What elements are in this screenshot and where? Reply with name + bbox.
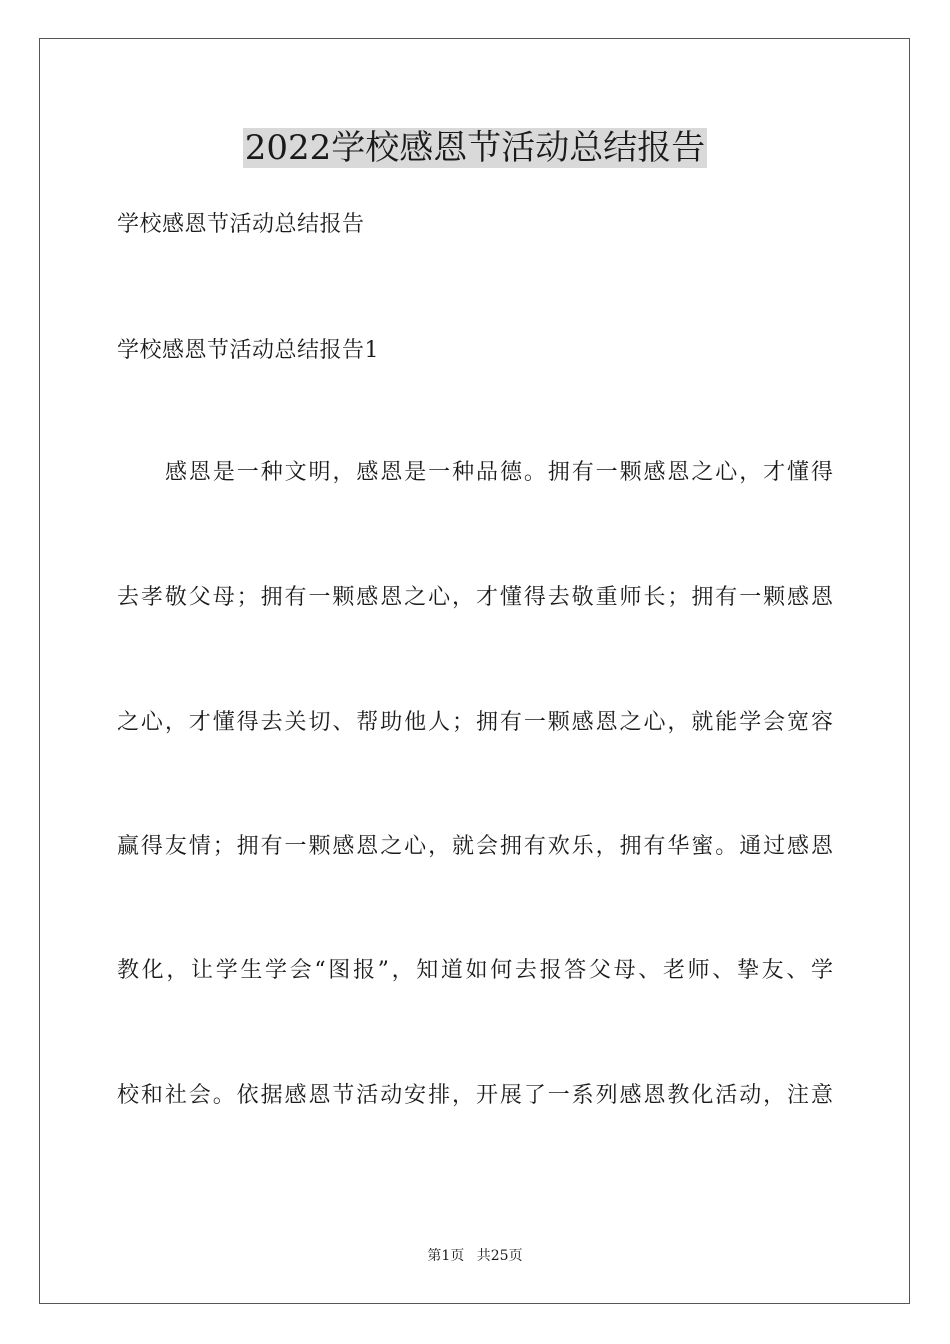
section-heading: 学校感恩节活动总结报告1 [117, 338, 379, 363]
body-line: 赢得友情；拥有一颗感恩之心，就会拥有欢乐，拥有华蜜。通过感恩 [117, 834, 833, 859]
document-subtitle: 学校感恩节活动总结报告 [117, 212, 365, 237]
page-footer [0, 1246, 950, 1266]
document-title-text: 2022学校感恩节活动总结报告 [244, 128, 706, 168]
body-line: 感恩是一种文明，感恩是一种品德。拥有一颗感恩之心，才懂得 [165, 460, 833, 485]
body-line: 教化，让学生学会“图报”，知道如何去报答父母、老师、挚友、学 [117, 958, 833, 983]
body-line: 之心，才懂得去关切、帮助他人；拥有一颗感恩之心，就能学会宽容 [117, 710, 833, 735]
page-number-current: 第1页 [427, 1248, 465, 1264]
body-line: 校和社会。依据感恩节活动安排，开展了一系列感恩教化活动，注意 [117, 1083, 833, 1108]
document-title [0, 126, 950, 170]
body-line: 去孝敬父母；拥有一颗感恩之心，才懂得去敬重师长；拥有一颗感恩 [117, 585, 833, 610]
page-number-total: 共25页 [476, 1248, 523, 1264]
